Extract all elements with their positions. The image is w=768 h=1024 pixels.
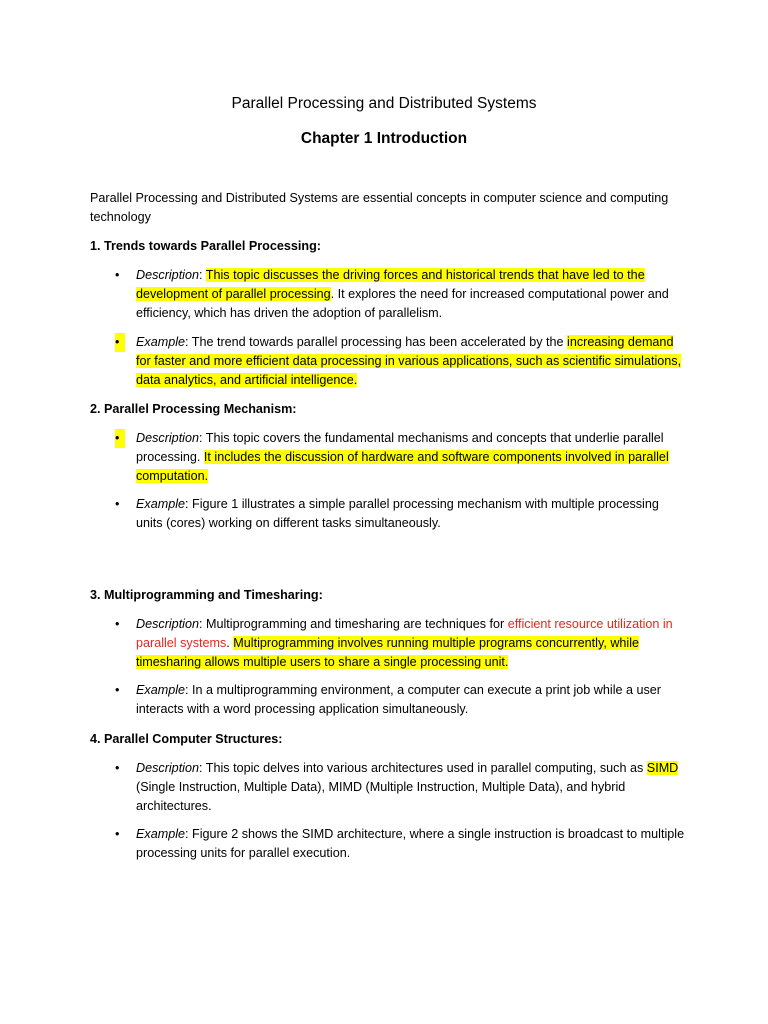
bullet-icon: • <box>115 761 120 775</box>
item-label: Description <box>136 617 199 631</box>
item-text: Description: This topic covers the fundamental mechanisms and concepts that underlie parallel processing. It includes the discussion of hardware and software components involved in parallel computation. <box>136 431 669 483</box>
item-text: Example: In a multiprogramming environment, a computer can execute a print job while a user interacts with a word processing application simultaneously. <box>136 683 662 716</box>
list-item <box>115 429 685 486</box>
list-item <box>115 495 685 533</box>
bullet-icon: • <box>115 333 125 352</box>
item-text: Example: The trend towards parallel processing has been accelerated by the increasing demand for faster and more efficient data processing in various applications, such as scientific simulations, data analytics, and artificial intelligence. <box>136 335 682 387</box>
bullet-icon: • <box>115 617 120 631</box>
item-label: Example <box>136 683 185 697</box>
highlighted-text: SIMD <box>646 761 679 775</box>
item-label: Example <box>136 497 185 511</box>
list-item <box>115 333 685 390</box>
bullet-icon: • <box>115 497 120 511</box>
item-label: Description <box>136 431 199 445</box>
bullet-icon: • <box>115 827 120 841</box>
red-text: efficient resource utilization in parallel systems <box>136 617 673 650</box>
item-label: Example <box>136 335 185 349</box>
list-item <box>115 825 685 863</box>
chapter-title: Chapter 1 Introduction <box>300 130 468 147</box>
intro-paragraph: Parallel Processing and Distributed Systems are essential concepts in computer science and computing technology <box>90 191 669 224</box>
item-label: Example <box>136 827 185 841</box>
list-item <box>115 681 685 719</box>
highlighted-text: This topic discusses the driving forces and historical trends that have led to the development of parallel processing <box>136 268 645 301</box>
item-text: Description: This topic discusses the driving forces and historical trends that have led to the development of parallel processing. It explores the need for increased computational power and efficiency, which has driven the adoption of parallelism. <box>136 268 669 320</box>
section-heading: 4. Parallel Computer Structures: <box>90 732 283 746</box>
document-title: Parallel Processing and Distributed Systems <box>231 95 537 112</box>
item-text: Description: This topic delves into various architectures used in parallel computing, such as SIMD (Single Instruction, Multiple Data), MIMD (Multiple Instruction, Multiple Data), and hybrid architectures. <box>136 761 679 813</box>
section-heading: 2. Parallel Processing Mechanism: <box>90 402 297 416</box>
item-text: Example: Figure 1 illustrates a simple parallel processing mechanism with multiple processing units (cores) working on different tasks simultaneously. <box>136 497 659 530</box>
bullet-icon: • <box>115 268 120 282</box>
bullet-icon: • <box>115 683 120 697</box>
item-text: Example: Figure 2 shows the SIMD architecture, where a single instruction is broadcast to multiple processing units for parallel execution. <box>136 827 685 860</box>
bullet-icon: • <box>115 429 125 448</box>
highlighted-text: It includes the discussion of hardware and software components involved in parallel computation. <box>136 450 669 483</box>
highlighted-text: Multiprogramming involves running multiple programs concurrently, while timesharing allows multiple users to share a single processing unit. <box>136 636 640 669</box>
item-text: Description: Multiprogramming and timesharing are techniques for efficient resource utilization in parallel systems. Multiprogramming involves running multiple programs concurrently, while timesharing allows multiple users to share a single processing unit. <box>136 617 673 669</box>
item-label: Description <box>136 761 199 775</box>
list-item <box>115 266 685 323</box>
item-label: Description <box>136 268 199 282</box>
section-heading: 3. Multiprogramming and Timesharing: <box>90 588 323 602</box>
list-item <box>115 759 685 816</box>
section-heading: 1. Trends towards Parallel Processing: <box>90 239 321 253</box>
highlighted-text: increasing demand for faster and more efficient data processing in various applications, such as scientific simulations, data analytics, and artificial intelligence. <box>136 335 682 387</box>
list-item <box>115 615 685 672</box>
